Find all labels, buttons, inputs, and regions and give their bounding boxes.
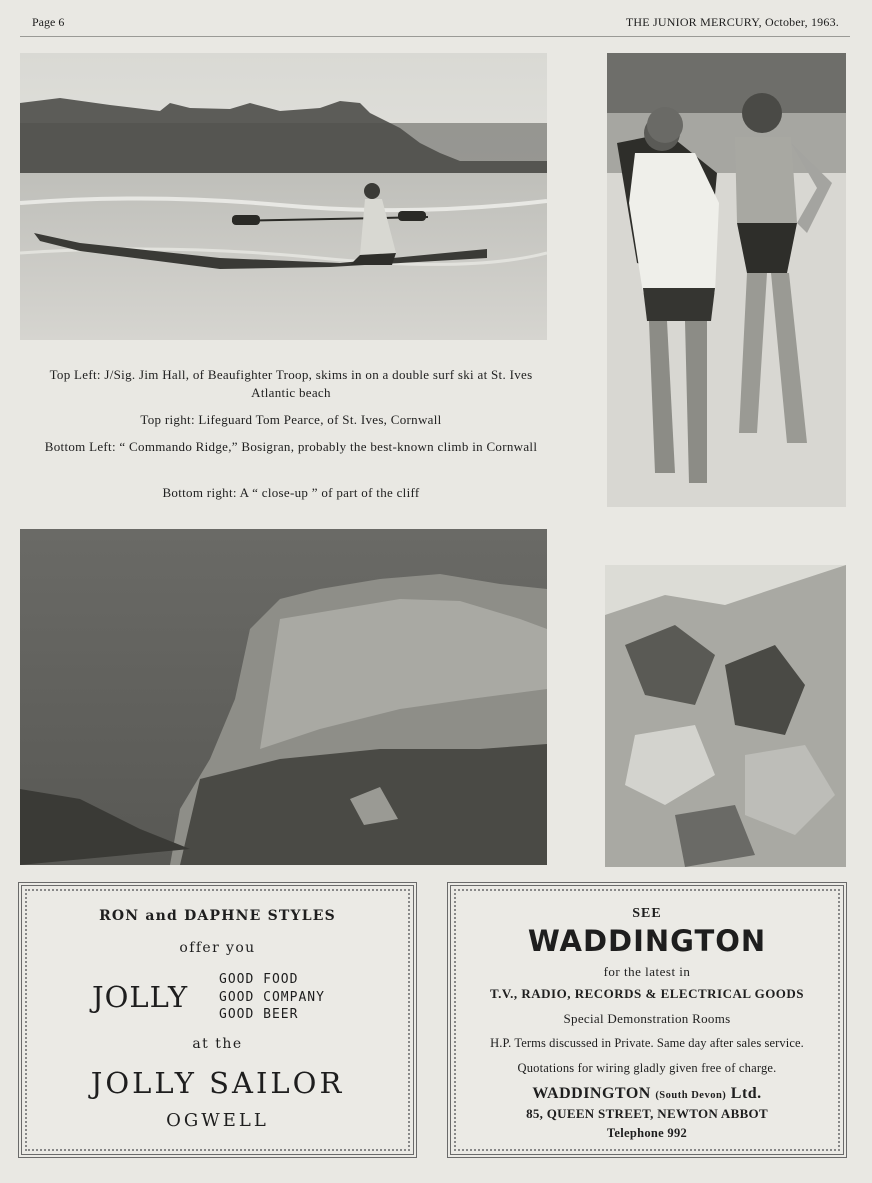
ad-hp-terms: H.P. Terms discussed in Private. Same day after sales service.	[490, 1036, 804, 1050]
caption-top-left: Top Left: J/Sig. Jim Hall, of Beaufighter Troop, skims in on a double surf ski at St. Ives Atlantic beach	[49, 367, 533, 400]
ad-see: SEE	[632, 906, 662, 921]
ad-company-name: WADDINGTON	[532, 1085, 651, 1102]
ad-waddington	[447, 882, 847, 1158]
ad-goods-item: GOOD FOOD	[219, 972, 299, 987]
ad-pub-place: OGWELL	[166, 1110, 269, 1131]
ad-offer: offer you	[179, 940, 256, 956]
rock-closeup-photo	[605, 565, 846, 867]
surf-ski-photo	[20, 53, 547, 340]
ad-company-suffix: Ltd.	[730, 1085, 762, 1102]
page-number: Page 6	[32, 15, 65, 29]
ad-goods: T.V., RADIO, RECORDS & ELECTRICAL GOODS	[489, 986, 805, 1001]
ad-jolly-sailor	[18, 882, 417, 1158]
ad-company-region: (South Devon)	[655, 1090, 727, 1101]
ad-address: 85, QUEEN STREET, NEWTON ABBOT	[526, 1106, 768, 1121]
publication-line: THE JUNIOR MERCURY, October, 1963.	[625, 15, 839, 29]
ad-goods-item: GOOD COMPANY	[219, 989, 325, 1005]
ad-latest: for the latest in	[603, 964, 691, 979]
header-rule	[20, 36, 850, 37]
ad-goods-list	[219, 971, 325, 1024]
ad-telephone: Telephone 992	[606, 1126, 688, 1140]
ad-brand: WADDINGTON	[527, 924, 767, 958]
ad-at-the: at the	[192, 1036, 243, 1052]
cliff-photo	[20, 529, 547, 865]
caption-bottom-right: Bottom right: A “ close-up ” of part of the cliff	[162, 485, 420, 500]
ad-pub-name: JOLLY SAILOR	[90, 1066, 345, 1100]
caption-bottom-left: Bottom Left: “ Commando Ridge,” Bosigran, probably the best-known climb in Cornwall	[44, 439, 538, 454]
caption-top-right: Top right: Lifeguard Tom Pearce, of St. Ives, Cornwall	[140, 412, 442, 427]
ad-jolly-word: JOLLY	[92, 980, 189, 1014]
ad-owners: RON and DAPHNE STYLES	[99, 908, 336, 924]
ad-demo-rooms: Special Demonstration Rooms	[563, 1011, 731, 1026]
ad-goods-item: GOOD BEER	[219, 1007, 299, 1022]
lifeguard-photo	[607, 53, 846, 507]
ad-company	[451, 1085, 843, 1103]
ad-quotations: Quotations for wiring gladly given free of charge.	[517, 1061, 777, 1075]
